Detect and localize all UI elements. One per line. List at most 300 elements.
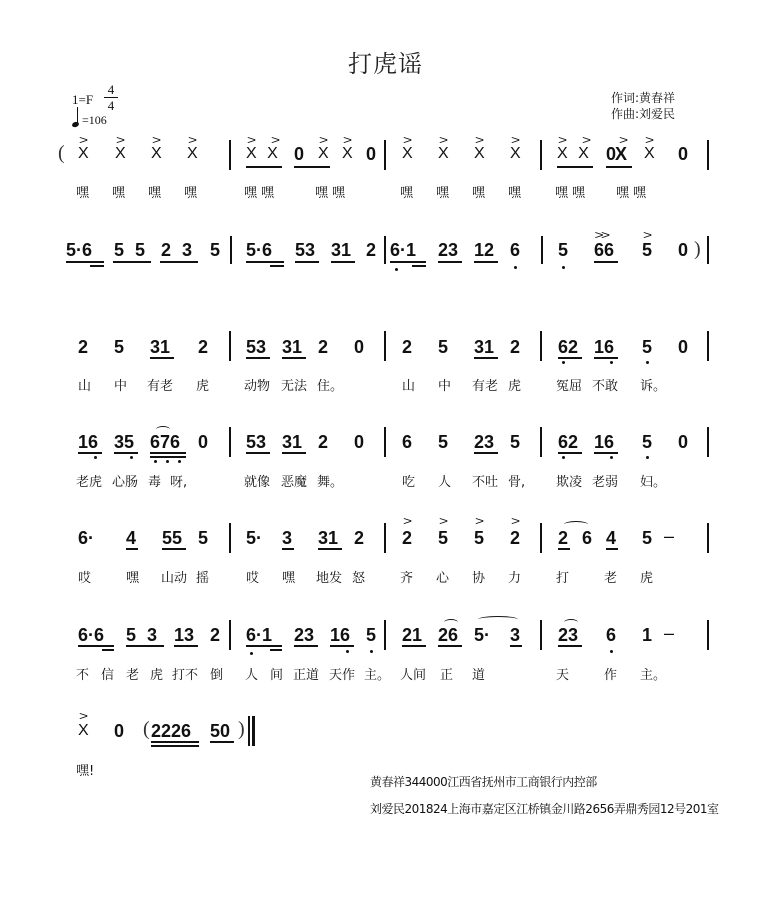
key-signature: 1=F [72,92,94,107]
note: 31 [282,432,303,452]
lyric: 正道 [293,668,320,683]
note: 3 [510,625,521,645]
low-octave-dot [562,266,565,269]
underline [246,452,270,454]
note: 53 [246,432,267,452]
accent-icon: > [581,133,592,147]
note: 6· [78,528,95,548]
barline [229,620,231,650]
note: X [78,145,89,162]
final-barline-thin [248,716,250,746]
low-octave-dot [94,456,97,459]
close-bracket: ) [238,718,245,740]
lyric: 人 [438,475,452,490]
double-accent-icon: >> [594,228,608,242]
note: 2 [78,337,89,357]
note: 6·1 [390,240,417,260]
accent-icon: > [342,133,353,147]
lyric: 嘿嘿 [555,186,590,201]
note: 5 [438,528,449,548]
note: 23 [438,240,459,260]
lyric: 嘿 [472,186,486,201]
barline [707,620,709,650]
note: 16 [78,432,99,452]
lyric: 打 [556,571,570,586]
low-octave-dot [250,652,253,655]
accent-icon: > [642,228,653,242]
accent-icon: > [618,133,629,147]
barline [384,236,386,264]
note: 5 [642,337,653,357]
underline [270,649,282,651]
barline [707,427,709,457]
low-octave-dot [610,650,613,653]
lyric: 不敢 [592,379,619,394]
lyric: 骨, [508,475,526,490]
lyric: 欺凌 [556,475,583,490]
note: X [342,145,353,162]
underline [438,261,462,263]
rest: 0 [198,432,209,452]
lyric: 山 [78,379,92,394]
lyric: 嘿 [76,186,90,201]
note: 2 3 [161,240,193,260]
low-octave-dot [562,361,565,364]
rest: 0 [354,432,365,452]
underline [594,261,618,263]
note: 23 [474,432,495,452]
note: 5· [246,528,263,548]
note: X X [557,145,589,162]
lyric: 嘿 [112,186,126,201]
underline [246,261,284,263]
low-octave-dot [130,456,133,459]
underline [126,645,164,647]
accent-icon: > [644,133,655,147]
note: 6 [510,240,521,260]
underline [126,548,138,550]
note: 2 [402,337,413,357]
underline [412,265,426,267]
note: 5·6 [246,240,273,260]
underline [66,261,104,263]
note: 13 [174,625,195,645]
note: 0X [606,144,627,164]
accent-icon: > [318,133,329,147]
note: 2 [402,528,413,548]
underline [474,452,498,454]
lyric: 妇。 [640,475,667,490]
low-octave-dot [610,361,613,364]
low-octave-dot [154,460,157,463]
note: 5 [198,528,209,548]
underline [150,357,174,359]
lyric: 人 [245,668,259,683]
time-signature-top: 4 [107,82,115,97]
note: 2 [558,528,569,548]
underline [160,261,198,263]
note: 1 [642,625,653,645]
note: 5 [474,528,485,548]
note: 62 [558,337,579,357]
lyric: 山 [402,379,416,394]
lyric: 吃 [402,475,416,490]
low-octave-dot [562,456,565,459]
underline [90,265,104,267]
underline [246,166,282,168]
low-octave-dot [346,650,349,653]
note: X [151,145,162,162]
note: 12 [474,240,495,260]
accent-icon: > [438,133,449,147]
lyric: 诉。 [640,379,667,394]
underline [151,745,199,747]
slur [564,521,588,528]
lyric: 嘿 [436,186,450,201]
note: 5 [558,240,569,260]
lyric: 不吐 [472,475,499,490]
note: 16 [594,432,615,452]
lyricist: 作词:黄春祥 [611,91,676,105]
note: 5 [438,337,449,357]
note: 3 [282,528,293,548]
lyric: 中 [438,379,452,394]
lyric: 无法 [281,379,308,394]
lyric: 住。 [317,379,344,394]
note: 21 [402,625,423,645]
underline [150,452,186,454]
note: 31 [318,528,339,548]
lyric: 嘿 [400,186,414,201]
barline [384,331,386,361]
note: 2 [210,625,221,645]
note: 62 [558,432,579,452]
note: 676 [150,432,181,452]
underline [295,261,319,263]
lyric: 嘿 [126,571,140,586]
open-bracket: ( [58,142,65,164]
slur [478,616,518,623]
lyric: 嘿嘿 [244,186,279,201]
note: 5 [510,432,521,452]
accent-icon: > [474,514,485,528]
lyric: 哎 [246,571,260,586]
lyric: 心 [436,571,450,586]
lyric: 正 [440,668,454,683]
lyric: 信 [101,668,115,683]
low-octave-dot [646,361,649,364]
lyric: 中 [114,379,128,394]
note: 31 [282,337,303,357]
rest: 0 [354,337,365,357]
accent-icon: > [402,133,413,147]
lyric: 怒 [352,571,366,586]
note: 2 [318,337,329,357]
note: 26 [438,625,459,645]
barline [540,523,542,553]
underline [294,645,318,647]
accent-icon: > [270,133,281,147]
accent-icon: > [402,514,413,528]
underline [331,261,355,263]
underline [246,357,270,359]
underline [113,261,151,263]
accent-icon: > [187,133,198,147]
lyric: 恶魔 [281,475,308,490]
note: 6·6 [78,625,105,645]
note: X [474,145,485,162]
note: 5 3 [126,625,158,645]
note: X [187,145,198,162]
underline [151,741,199,743]
low-octave-dot [178,460,181,463]
lyric: 虎 [150,668,164,683]
note: 53 [295,240,316,260]
underline [474,357,498,359]
final-barline-thick [252,716,255,746]
note: 5 [438,432,449,452]
lyric: 嘿 [508,186,522,201]
lyric: 老弱 [592,475,619,490]
lyric: 虎 [508,379,522,394]
underline [294,166,330,168]
underline [594,357,618,359]
underline [558,357,582,359]
lyric: 作 [604,668,618,683]
underline [474,261,498,263]
barline [384,140,386,170]
lyric: 动物 [244,379,271,394]
underline [558,452,582,454]
time-signature [104,82,118,113]
low-octave-dot [646,456,649,459]
note: 5· [474,625,491,645]
lyric: 哎 [78,571,92,586]
lyric: 主。 [364,668,391,683]
note: 50 [210,721,231,741]
rest: 0 [114,721,125,741]
note: 4 [606,528,617,548]
accent-icon: > [246,133,257,147]
note: X X [246,145,278,162]
lyric: 老 [126,668,140,683]
low-octave-dot [395,268,398,271]
rest: 0 [678,432,689,452]
rest: 0 [678,337,689,357]
accent-icon: > [557,133,568,147]
rest: 0 [294,144,305,164]
barline [384,523,386,553]
barline [540,140,542,170]
note: X [438,145,449,162]
note: 6 [606,625,617,645]
note: 2 [366,240,377,260]
underline [282,357,306,359]
low-octave-dot [610,456,613,459]
song-title: 打虎谣 [348,50,423,78]
underline [150,456,186,458]
note: 5 [114,337,125,357]
lyric: 嘿! [76,764,95,779]
note: X [510,145,521,162]
time-signature-bottom: 4 [107,98,115,113]
lyric: 嘿 [282,571,296,586]
note: 35 [114,432,135,452]
barline [707,140,709,170]
note: 5 [642,528,653,548]
underline [330,645,354,647]
note: 55 [162,528,183,548]
underline [78,452,102,454]
underline [78,645,114,647]
underline [318,548,342,550]
accent-icon: > [151,133,162,147]
underline [594,452,618,454]
underline [606,548,618,550]
underline [174,645,198,647]
note: 23 [294,625,315,645]
rest: 0 [678,240,689,260]
open-bracket: ( [143,718,150,740]
lyric: 有老 [147,379,174,394]
underline [270,265,284,267]
low-octave-dot [370,650,373,653]
dash: – [664,526,675,546]
barline [541,236,543,264]
lyric: 天 [556,668,570,683]
note: 2 [510,528,521,548]
lyric: 嘿 [184,186,198,201]
low-octave-dot [514,266,517,269]
contact-line-1: 黄春祥344000江西省抚州市工商银行内控部 [370,775,597,789]
lyric: 毒 [148,475,162,490]
note: 53 [246,337,267,357]
note: 6 [402,432,413,452]
lyric: 有老 [472,379,499,394]
lyric: 倒 [210,668,224,683]
lyric: 地发 [316,571,343,586]
barline [540,620,542,650]
lyric: 虎 [640,571,654,586]
barline [384,427,386,457]
lyric: 不 [76,668,90,683]
underline [162,548,186,550]
barline [229,140,231,170]
lyric: 协 [472,571,486,586]
lyric: 嘿 [148,186,162,201]
note: 2226 [151,721,192,741]
accent-icon: > [510,133,521,147]
note: 6 [582,528,593,548]
barline [230,236,232,264]
note: 31 [474,337,495,357]
underline [282,452,306,454]
note: X [402,145,413,162]
note: 66 [594,240,615,260]
credits [611,90,675,122]
lyric: 齐 [400,571,414,586]
underline [114,452,138,454]
low-octave-dot [166,460,169,463]
underline [606,166,632,168]
note: 4 [126,528,137,548]
barline [707,236,709,264]
underline [402,645,426,647]
barline [540,427,542,457]
barline [540,331,542,361]
accent-icon: > [474,133,485,147]
underline [282,548,294,550]
note: X [644,145,655,162]
underline [390,261,426,263]
barline [707,331,709,361]
accent-icon: > [510,514,521,528]
lyric: 人间 [400,668,427,683]
accent-icon: > [438,514,449,528]
lyric: 就像 [244,475,271,490]
underline [557,166,593,168]
note: 5 5 [114,240,146,260]
note: 5·6 [66,240,93,260]
rest: 0 [678,144,689,164]
lyric: 摇 [196,571,210,586]
note: X [115,145,126,162]
lyric: 山动 [161,571,188,586]
note: 5 [642,432,653,452]
note: 6·1 [246,625,273,645]
barline [229,523,231,553]
dash: – [664,623,675,643]
lyric: 嘿嘿 [315,186,350,201]
underline [558,548,570,550]
composer: 作曲:刘爱民 [611,107,676,121]
quarter-note-head-icon [71,121,79,128]
note: 31 [331,240,352,260]
lyric: 间 [270,668,284,683]
close-bracket: ) [694,238,701,260]
contact-line-2: 刘爱民201824上海市嘉定区江桥镇金川路2656弄鼎秀园12号201室 [370,802,719,816]
lyric: 嘿嘿 [616,186,651,201]
note: 16 [594,337,615,357]
note: 5 [366,625,377,645]
note: 16 [330,625,351,645]
barline [229,427,231,457]
lyric: 打不 [172,668,199,683]
lyric: 心肠 [112,475,139,490]
note: X [318,145,329,162]
lyric: 虎 [196,379,210,394]
lyric: 力 [508,571,522,586]
rest: 0 [366,144,377,164]
lyric: 老 [604,571,618,586]
note: 31 [150,337,171,357]
lyric: 老虎 [76,475,103,490]
note: X [78,722,89,739]
lyric: 舞。 [317,475,344,490]
barline [707,523,709,553]
underline [246,645,282,647]
underline [438,645,462,647]
barline [384,620,386,650]
note: 5 [642,240,653,260]
underline [510,645,522,647]
note: 23 [558,625,579,645]
lyric: 冤屈 [556,379,583,394]
lyric: 道 [472,668,486,683]
note: 2 [198,337,209,357]
underline [210,741,234,743]
tempo-value: =106 [82,113,107,127]
